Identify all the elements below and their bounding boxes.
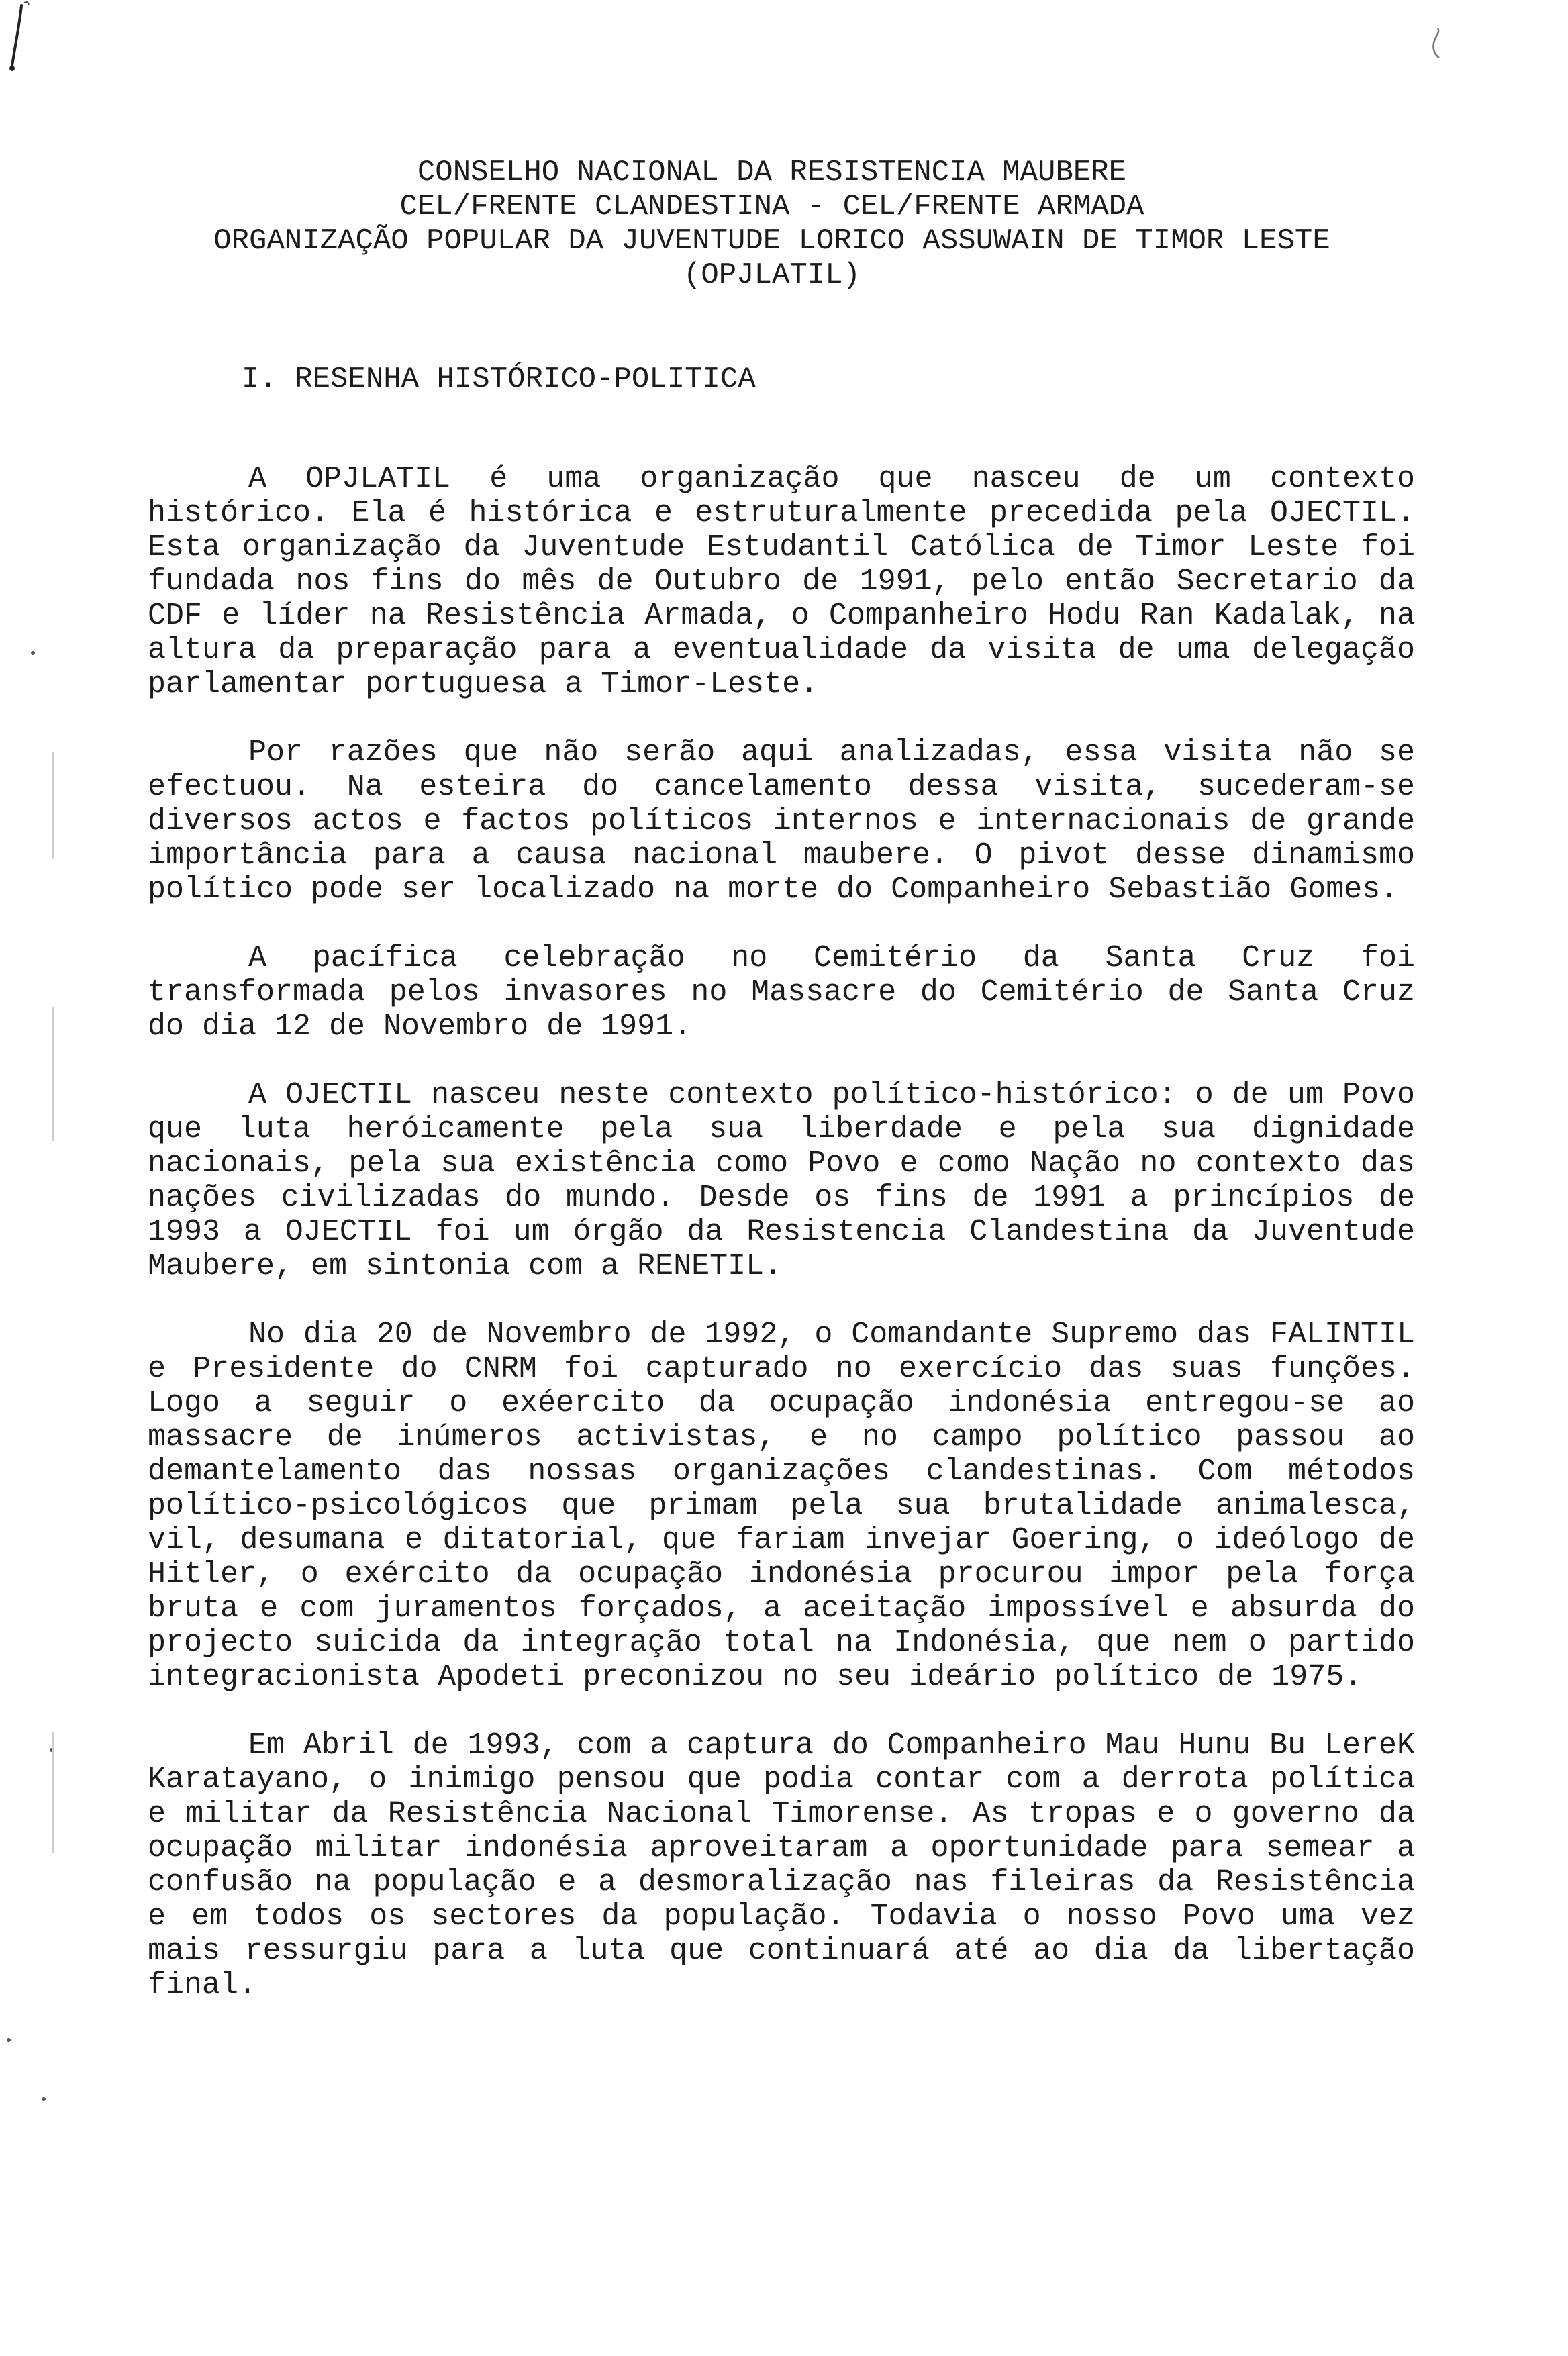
paragraph: A pacífica celebração no Cemitério da Santa Cruz foi transformada pelos invasores no Massacre do Cemitério de Santa Cruz do dia 12 de Novembro de 1991. <box>148 941 1415 1044</box>
scan-line <box>52 1007 54 1141</box>
paragraph: No dia 20 de Novembro de 1992, o Comandante Supremo das FALINTIL e Presidente do CNRM foi capturado no exercício das suas funções. Logo a seguir o exéercito da ocupação indonésia entregou-se ao massacre de inúmeros activistas, e no campo político passou ao demantelamento das nossas organizações clandestinas. Com métodos político-psicológicos que primam pela sua brutalidade animalesca, vil, desumana e ditatorial, que fariam invejar Goering, o ideólogo de Hitler, o exército da ocupação indonésia procurou impor pela força bruta e com juramentos forçados, a aceitação impossível e absurda do projecto suicida da integração total na Indonésia, que nem o partido integracionista Apodeti preconizou no seu ideário político de 1975. <box>148 1318 1415 1694</box>
document-header <box>101 156 1443 293</box>
scan-speck <box>42 2097 46 2101</box>
scan-line <box>52 752 54 859</box>
header-line: CEL/FRENTE CLANDESTINA - CEL/FRENTE ARMADA <box>399 190 1144 224</box>
paragraph: A OJECTIL nasceu neste contexto político-histórico: o de um Povo que luta heróicamente pela sua liberdade e pela sua dignidade nacionais, pela sua existência como Povo e como Nação no contexto das nações civilizadas do mundo. Desde os fins de 1991 a princípios de 1993 a OJECTIL foi um órgão da Resistencia Clandestina da Juventude Maubere, em sintonia com a RENETIL. <box>148 1078 1415 1283</box>
paragraph: Em Abril de 1993, com a captura do Companheiro Mau Hunu Bu LereK Karatayano, o inimigo pensou que podia contar com a derrota política e militar da Resistência Nacional Timorense. As tropas e o governo da ocupação militar indonésia aproveitaram a oportunidade para semear a confusão na população e a desmoralização nas fileiras da Resistência e em todos os sectores da população. Todavia o nosso Povo uma vez mais ressurgiu para a luta que continuará até ao dia da libertação final. <box>148 1728 1415 2002</box>
scan-line <box>52 1732 54 1853</box>
scan-speck <box>31 651 35 655</box>
header-line: (OPJLATIL) <box>683 258 861 292</box>
document-body <box>148 462 1415 2002</box>
header-line: ORGANIZAÇÃO POPULAR DA JUVENTUDE LORICO ASSUWAIN DE TIMOR LESTE <box>213 224 1330 258</box>
handwritten-mark <box>1426 26 1446 62</box>
paragraph: Por razões que não serão aqui analizadas, essa visita não se efectuou. Na esteira do cancelamento dessa visita, sucederam-se diversos actos e factos políticos internos e internacionais de grande importância para a causa nacional maubere. O pivot desse dinamismo político pode ser localizado na morte do Companheiro Sebastião Gomes. <box>148 736 1415 907</box>
section-title: I. RESENHA HISTÓRICO-POLITICA <box>242 362 756 396</box>
paragraph: A OPJLATIL é uma organização que nasceu de um contexto histórico. Ela é histórica e estruturalmente precedida pela OJECTIL. Esta organização da Juventude Estudantil Católica de Timor Leste foi fundada nos fins do mês de Outubro de 1991, pelo então Secretario da CDF e líder na Resistência Armada, o Companheiro Hodu Ran Kadalak, na altura da preparação para a eventualidade da visita de uma delegação parlamentar portuguesa a Timor-Leste. <box>148 462 1415 701</box>
header-line: CONSELHO NACIONAL DA RESISTENCIA MAUBERE <box>417 156 1127 189</box>
handwritten-mark <box>7 0 34 74</box>
scan-speck <box>7 2038 11 2042</box>
